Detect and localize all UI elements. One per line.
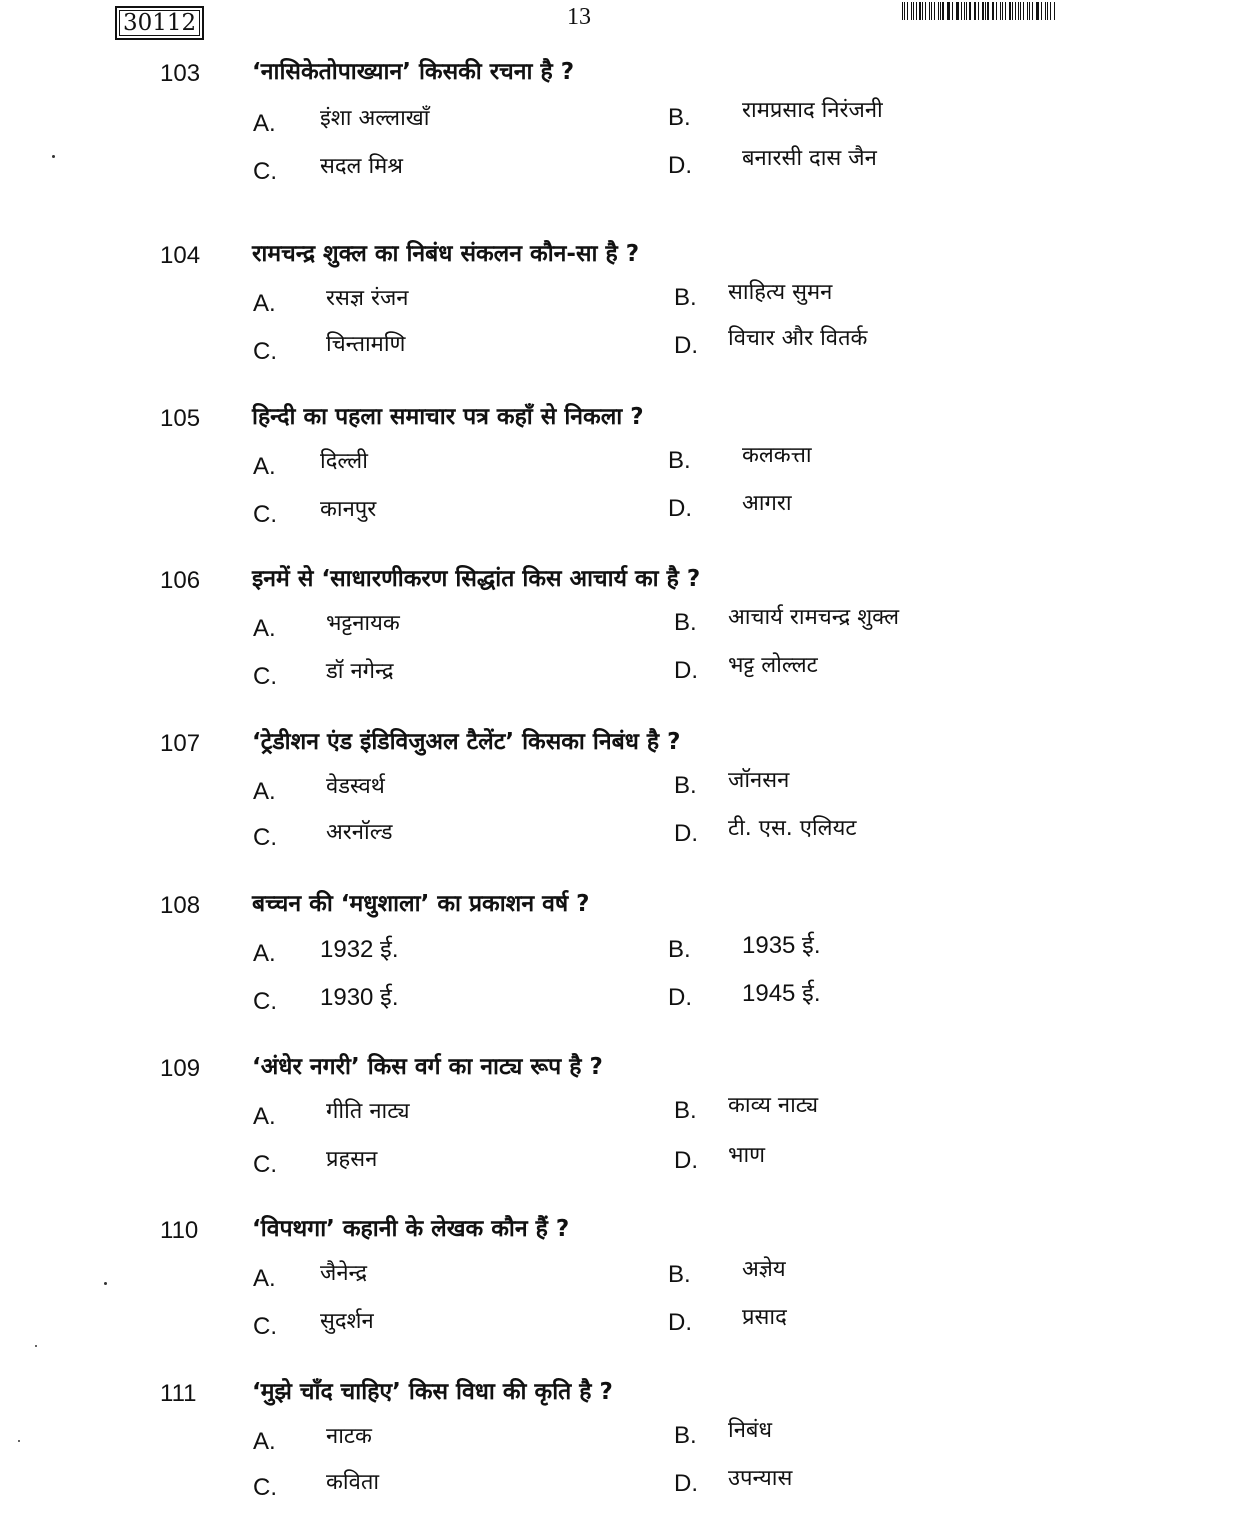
question-107 <box>0 730 1241 880</box>
barcode-bar <box>952 2 953 20</box>
question-number: 104 <box>160 242 201 269</box>
barcode-bar <box>1054 2 1055 20</box>
question-number: 110 <box>160 1217 199 1244</box>
option-a-text: गीति नाट्य <box>326 1099 410 1124</box>
question-number: 108 <box>160 892 201 919</box>
option-a-text: वेडस्वर्थ <box>326 774 385 799</box>
barcode-bar <box>938 2 939 20</box>
option-d-text: भाण <box>728 1143 766 1168</box>
barcode-bar <box>948 2 950 20</box>
barcode-bar <box>904 2 905 20</box>
option-b-text: साहित्य सुमन <box>728 280 833 305</box>
paper-code-box <box>115 6 204 40</box>
barcode-bar <box>931 2 932 20</box>
barcode-bar <box>1037 2 1039 20</box>
option-c-letter: C. <box>253 338 277 365</box>
barcode-bar <box>956 2 957 20</box>
question-number: 107 <box>160 730 201 757</box>
question-106 <box>0 567 1241 717</box>
option-d-letter: D. <box>668 152 692 179</box>
question-105 <box>0 405 1241 555</box>
option-a-letter: A. <box>253 1103 276 1130</box>
option-a-text: भट्टनायक <box>326 611 400 636</box>
option-d-text: आगरा <box>742 491 792 516</box>
option-d-text: भट्ट लोल्लट <box>728 653 818 678</box>
option-c-text: सदल मिश्र <box>320 154 403 179</box>
barcode-bar <box>1041 2 1042 20</box>
barcode-bar <box>913 2 914 20</box>
option-c-letter: C. <box>253 1313 277 1340</box>
option-c-text: अरनॉल्ड <box>326 820 393 845</box>
option-a-letter: A. <box>253 615 276 642</box>
option-d-letter: D. <box>668 495 692 522</box>
barcode-bar <box>961 2 962 20</box>
option-b-text: अज्ञेय <box>742 1257 786 1282</box>
option-b-letter: B. <box>674 284 697 311</box>
question-103 <box>0 60 1241 210</box>
barcode-bar <box>964 2 965 20</box>
option-c-letter: C. <box>253 158 277 185</box>
barcode-bar <box>996 2 997 20</box>
option-b-letter: B. <box>674 1097 697 1124</box>
option-d-text: उपन्यास <box>728 1466 793 1491</box>
option-a-letter: A. <box>253 1428 276 1455</box>
scan-speck <box>35 1345 37 1347</box>
option-c-letter: C. <box>253 1474 277 1501</box>
barcode-bar <box>922 2 923 20</box>
question-number: 105 <box>160 405 201 432</box>
barcode-bar <box>993 2 994 20</box>
question-text: ‘अंधेर नगरी’ किस वर्ग का नाट्य रूप है ? <box>252 1054 603 1080</box>
option-d-letter: D. <box>674 1147 698 1174</box>
question-text: इनमें से ‘साधारणीकरण सिद्धांत किस आचार्य का है ? <box>252 566 701 592</box>
scan-speck <box>52 155 55 158</box>
barcode-bar <box>1027 2 1028 20</box>
option-c-letter: C. <box>253 501 277 528</box>
option-b-letter: B. <box>668 104 691 131</box>
option-d-text: प्रसाद <box>742 1305 787 1330</box>
option-a-text: दिल्ली <box>320 449 368 474</box>
question-text: रामचन्द्र शुक्ल का निबंध संकलन कौन-सा है ? <box>252 241 640 267</box>
option-c-text: कविता <box>326 1470 380 1495</box>
question-104 <box>0 242 1241 392</box>
option-d-letter: D. <box>674 1470 698 1497</box>
option-a-letter: A. <box>253 1265 276 1292</box>
barcode-bar <box>1045 2 1046 20</box>
question-number: 111 <box>160 1380 197 1407</box>
page-number: 13 <box>567 4 591 30</box>
option-b-letter: B. <box>674 1422 697 1449</box>
barcode-bar <box>911 2 912 20</box>
option-a-letter: A. <box>253 778 276 805</box>
barcode-bar <box>992 2 993 20</box>
option-a-letter: A. <box>253 453 276 480</box>
option-b-text: 1935 ई. <box>742 932 821 959</box>
scan-speck <box>18 1440 20 1442</box>
barcode-bar <box>1050 2 1051 20</box>
barcode-bar <box>902 2 903 20</box>
barcode-bar <box>1047 2 1048 20</box>
question-text: ‘मुझे चाँद चाहिए’ किस विधा की कृति है ? <box>252 1379 613 1405</box>
barcode-bar <box>934 2 935 20</box>
barcode <box>902 2 1056 20</box>
option-d-letter: D. <box>674 332 698 359</box>
scan-speck <box>104 1282 107 1285</box>
option-b-text: जॉनसन <box>728 768 790 793</box>
option-b-text: निबंध <box>728 1418 773 1443</box>
option-b-letter: B. <box>668 936 691 963</box>
barcode-bar <box>987 2 988 20</box>
option-c-text: प्रहसन <box>326 1147 378 1172</box>
barcode-bar <box>1018 2 1019 20</box>
option-a-text: 1932 ई. <box>320 936 399 963</box>
option-a-letter: A. <box>253 110 276 137</box>
option-b-letter: B. <box>674 609 697 636</box>
option-b-letter: B. <box>668 1261 691 1288</box>
barcode-bar <box>919 2 921 20</box>
option-b-letter: B. <box>668 447 691 474</box>
barcode-bar <box>1009 2 1011 20</box>
option-d-letter: D. <box>668 1309 692 1336</box>
option-d-letter: D. <box>674 657 698 684</box>
barcode-bar <box>1032 2 1033 20</box>
option-c-text: 1930 ई. <box>320 984 399 1011</box>
barcode-bar <box>974 2 975 20</box>
barcode-bar <box>907 2 908 20</box>
option-a-text: जैनेन्द्र <box>320 1261 368 1286</box>
question-110 <box>0 1217 1241 1367</box>
barcode-bar <box>1000 2 1001 20</box>
option-d-text: 1945 ई. <box>742 980 821 1007</box>
option-c-letter: C. <box>253 824 277 851</box>
option-b-text: रामप्रसाद निरंजनी <box>742 98 883 123</box>
option-d-letter: D. <box>668 984 692 1011</box>
option-c-letter: C. <box>253 663 277 690</box>
option-d-text: बनारसी दास जैन <box>742 146 877 171</box>
question-111 <box>0 1380 1241 1530</box>
barcode-bar <box>978 2 979 20</box>
barcode-bar <box>942 2 943 20</box>
question-108 <box>0 892 1241 1042</box>
barcode-bar <box>985 2 986 20</box>
barcode-bar <box>1020 2 1021 20</box>
option-c-letter: C. <box>253 988 277 1015</box>
barcode-bar <box>947 2 948 20</box>
option-c-text: डॉ नगेन्द्र <box>326 659 394 684</box>
barcode-bar <box>1005 2 1006 20</box>
paper-code: 30112 <box>123 10 197 36</box>
question-text: ‘ट्रेडीशन एंड इंडिविजुअल टैलेंट’ किसका निबंध है ? <box>252 729 681 755</box>
barcode-bar <box>940 2 941 20</box>
barcode-bar <box>1023 2 1024 20</box>
option-a-text: नाटक <box>326 1424 372 1449</box>
barcode-bar <box>929 2 930 20</box>
barcode-bar <box>1012 2 1013 20</box>
question-109 <box>0 1055 1241 1205</box>
option-b-text: आचार्य रामचन्द्र शुक्ल <box>728 605 900 630</box>
option-b-letter: B. <box>674 772 697 799</box>
barcode-bar <box>966 2 967 20</box>
barcode-bar <box>975 2 976 20</box>
option-c-letter: C. <box>253 1151 277 1178</box>
barcode-bar <box>1015 2 1016 20</box>
option-c-text: कानपुर <box>320 497 377 522</box>
question-text: ‘विपथगा’ कहानी के लेखक कौन हैं ? <box>252 1216 570 1242</box>
question-number: 109 <box>160 1055 201 1082</box>
question-number: 103 <box>160 60 201 87</box>
option-a-letter: A. <box>253 940 276 967</box>
option-d-text: टी. एस. एलियट <box>728 816 857 841</box>
barcode-bar <box>1029 2 1030 20</box>
barcode-bar <box>982 2 984 20</box>
barcode-bar <box>1002 2 1003 20</box>
option-c-text: चिन्तामणि <box>326 332 406 357</box>
question-number: 106 <box>160 567 201 594</box>
question-text: बच्चन की ‘मधुशाला’ का प्रकाशन वर्ष ? <box>252 891 590 917</box>
option-a-text: रसज्ञ रंजन <box>326 286 409 311</box>
option-b-text: कलकत्ता <box>742 443 812 468</box>
option-d-text: विचार और वितर्क <box>728 326 868 351</box>
option-a-text: इंशा अल्लाखाँ <box>320 106 430 131</box>
option-b-text: काव्य नाट्य <box>728 1093 819 1118</box>
question-text: ‘नासिकेतोपाख्यान’ किसकी रचना है ? <box>252 59 575 85</box>
barcode-bar <box>969 2 970 20</box>
option-c-text: सुदर्शन <box>320 1309 374 1334</box>
barcode-bar <box>925 2 926 20</box>
barcode-bar <box>957 2 958 20</box>
barcode-bar <box>916 2 917 20</box>
option-a-letter: A. <box>253 290 276 317</box>
option-d-letter: D. <box>674 820 698 847</box>
barcode-bar <box>1036 2 1037 20</box>
question-text: हिन्दी का पहला समाचार पत्र कहाँ से निकला ? <box>252 404 644 430</box>
